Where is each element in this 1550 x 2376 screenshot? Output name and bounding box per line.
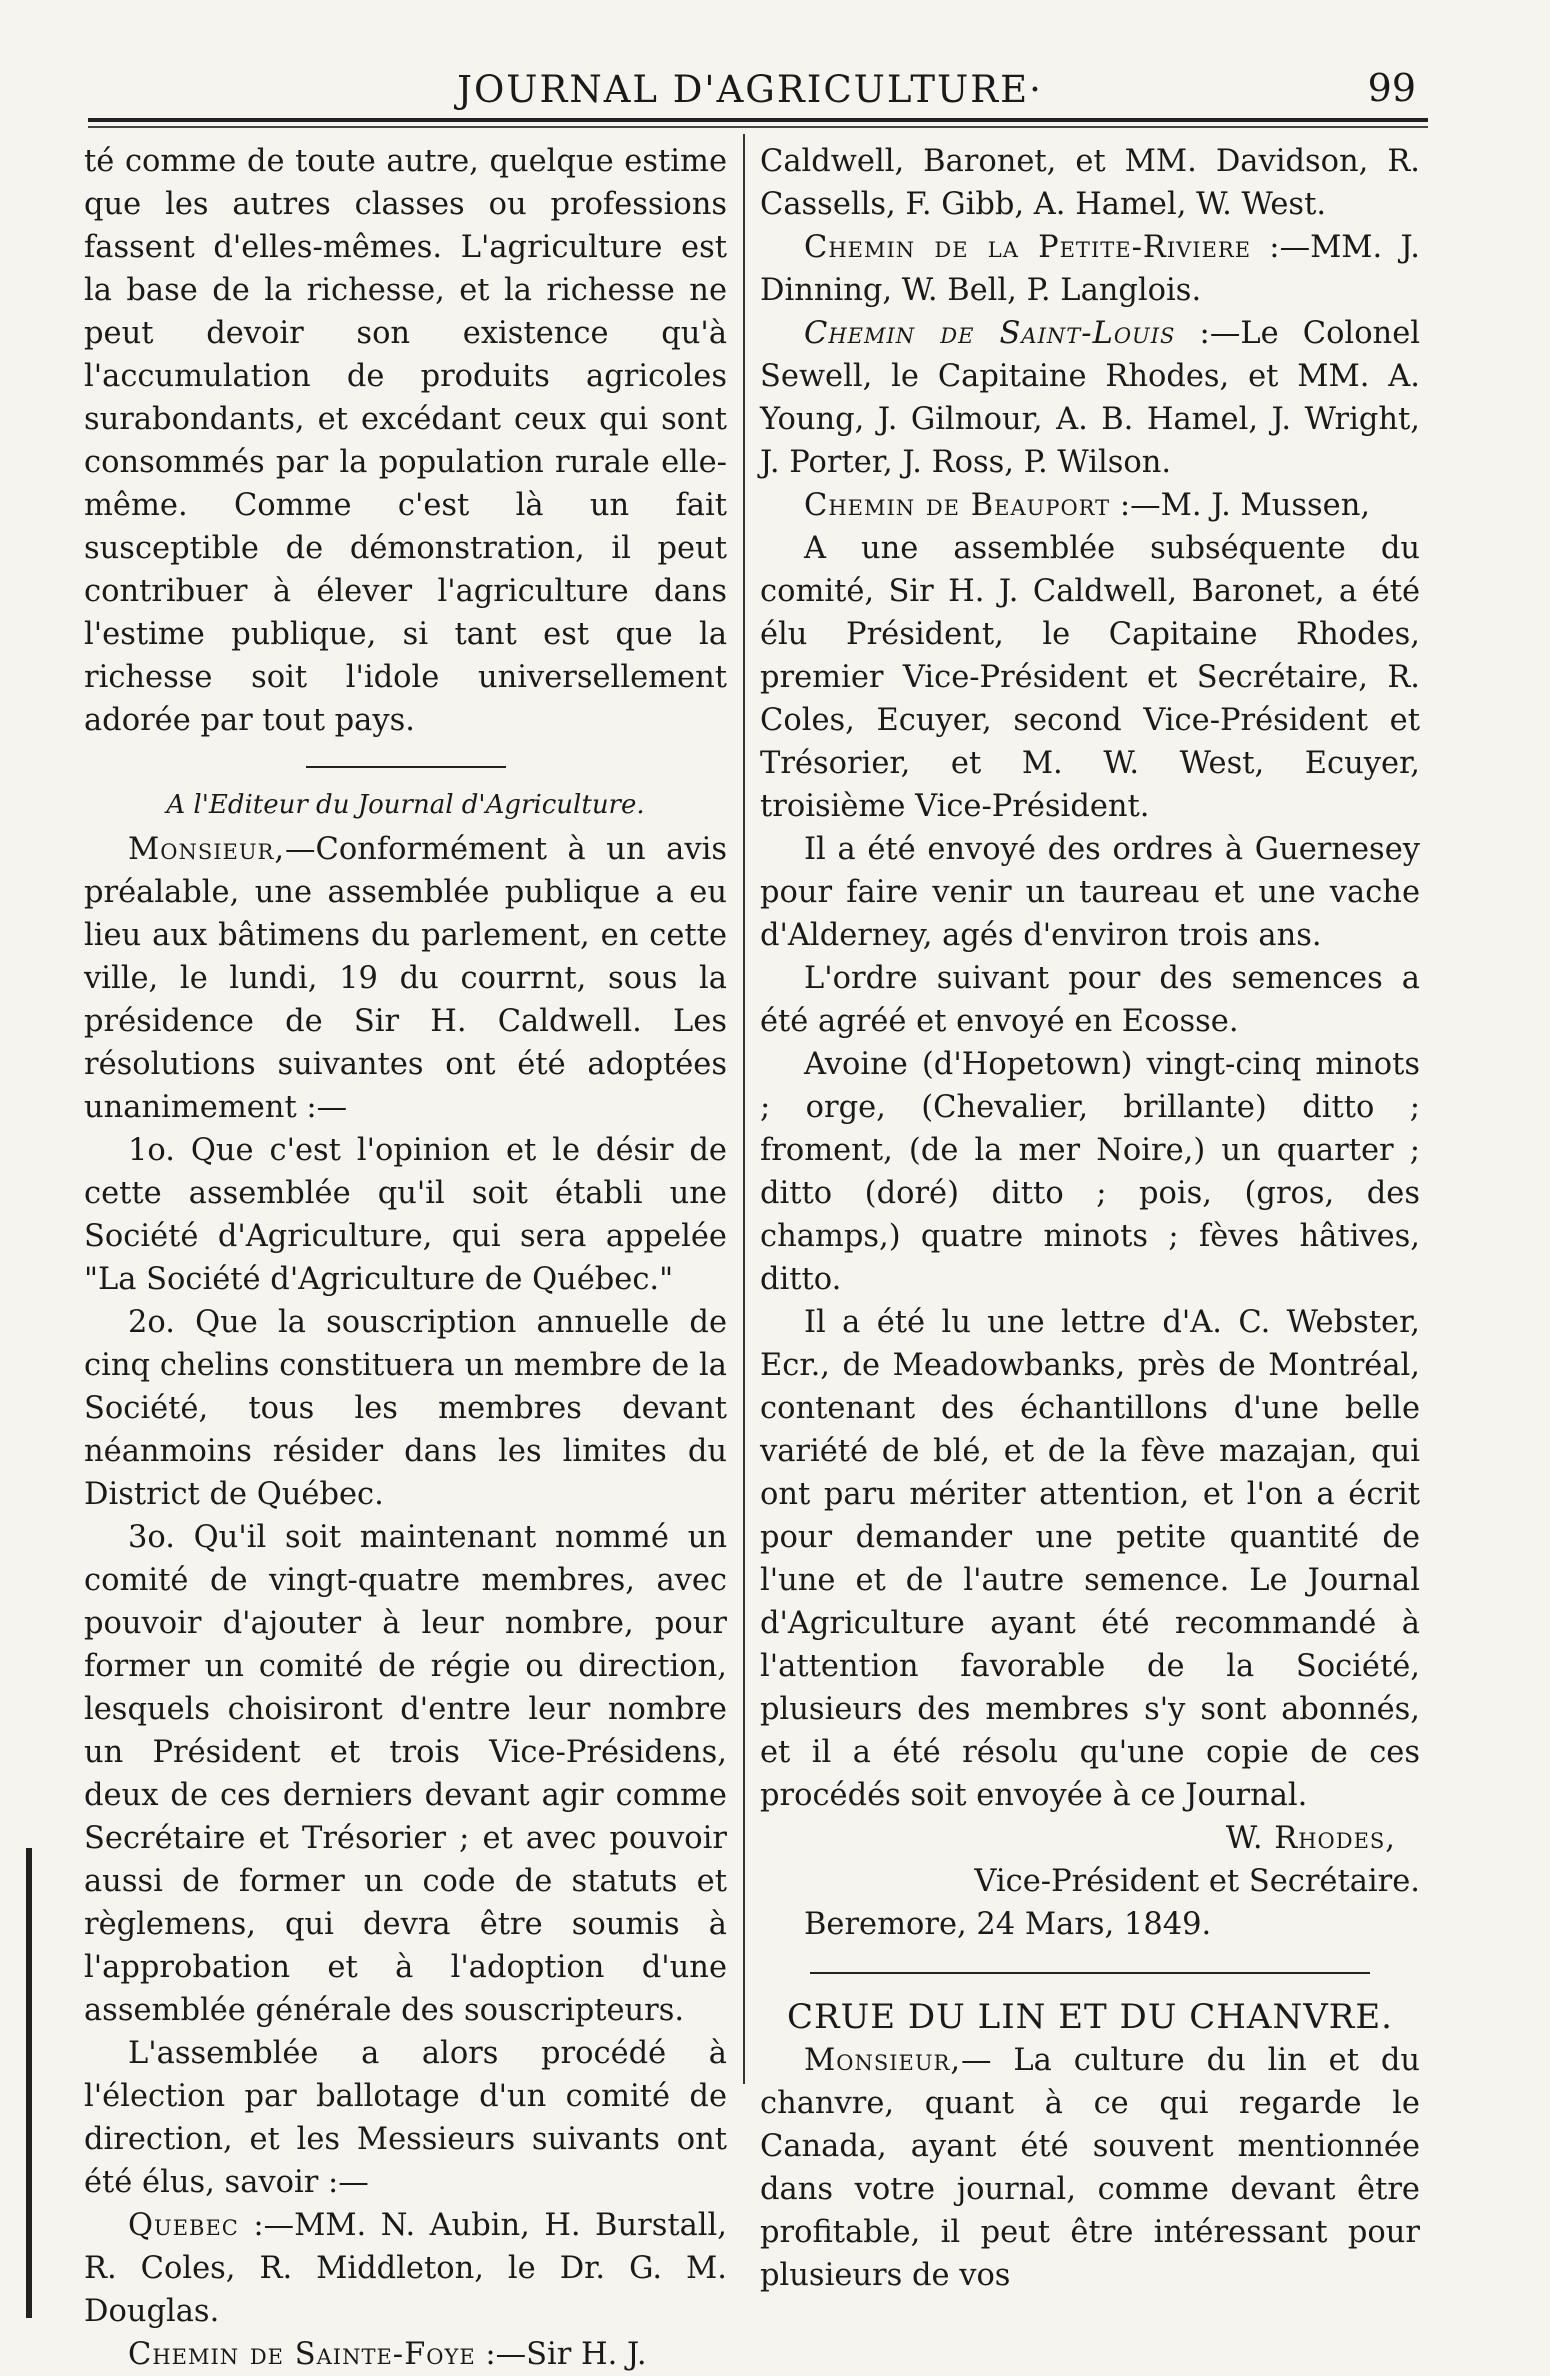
district-list-petite-riviere: [760, 226, 1420, 312]
salutation: Monsieur,: [804, 2043, 962, 2078]
journal-title: JOURNAL D'AGRICULTURE·: [457, 68, 1043, 111]
district-label: Chemin de la Petite-Riviere: [804, 230, 1252, 265]
district-list-sainte-foye: [84, 2333, 727, 2376]
dateline: Beremore, 24 Mars, 1849.: [804, 1907, 1212, 1942]
district-members: :—Sir H. J.: [475, 2337, 647, 2372]
right-column: [760, 140, 1420, 2297]
district-list-quebec: [84, 2204, 727, 2333]
paragraph: Caldwell, Baronet, et MM. Davidson, R. Cassells, F. Gibb, A. Hamel, W. West.: [760, 144, 1420, 222]
paragraph: L'assemblée a alors procédé à l'élection par ballotage d'un comité de direction, et les Messieurs suivants ont été élus, savoir :—: [84, 2036, 727, 2200]
salutation: Monsieur,: [128, 832, 286, 867]
resolution-1: 1o. Que c'est l'opinion et le désir de cette assemblée qu'il soit établi une Société d'Agriculture, qui sera appelée "La Société d'Agriculture de Québec.": [84, 1133, 727, 1297]
section-rule: [810, 1972, 1370, 1974]
paragraph: L'ordre suivant pour des semences a été agréé et envoyé en Ecosse.: [760, 961, 1420, 1039]
resolution-3: 3o. Qu'il soit maintenant nommé un comité de vingt-quatre membres, avec pouvoir d'ajouter à leur nombre, pour former un comité de régie ou direction, lesquels choisiront d'entre leur nombre un Président et trois Vice-Présidens, deux de ces derniers devant agir comme Secrétaire et Trésorier ; et avec pouvoir aussi de former un code de statuts et règlemens, qui devra être soumis à l'approbation et à l'adoption d'une assemblée générale des souscripteurs.: [84, 1520, 727, 2028]
district-label: Chemin de Beauport: [804, 488, 1111, 523]
paragraph: té comme de toute autre, quelque estime que les autres classes ou professions fassent d'elles-mêmes. L'agriculture est la base de la richesse, et la richesse ne peut devoir son existence qu'à l'accumulation de produits agricoles surabondants, et excédant ceux qui sont consommés par la population rurale elle-même. Comme c'est là un fait susceptible de démonstration, il peut contribuer à élever l'agriculture dans l'estime publique, si tant est que la richesse soit l'idole universellement adorée par tout pays.: [84, 144, 727, 738]
district-label: Chemin de Saint-Louis: [804, 316, 1176, 351]
paragraph: Il a été lu une lettre d'A. C. Webster, Ecr., de Meadowbanks, près de Montréal, contenant des échantillons d'une belle variété de blé, et de la fève mazajan, qui ont paru mériter attention, et l'on a écrit pour demander une petite quantité de l'une et de l'autre semence. Le Journal d'Agriculture ayant été recommandé à l'attention favorable de la Société, plusieurs des membres s'y sont abonnés, et il a été résolu qu'une copie de ces procédés soit envoyée à ce Journal.: [760, 1305, 1420, 1813]
header-rule: [88, 118, 1428, 122]
paragraph-text: —Conformément à un avis préalable, une assemblée publique a eu lieu aux bâtimens du parlement, en cette ville, le lundi, 19 du courrnt, sous la présidence de Sir H. Caldwell. Les résolutions suivantes ont été adoptées unanimement :—: [84, 832, 727, 1125]
signature-title: Vice-Président et Secrétaire.: [974, 1864, 1420, 1899]
district-list-beauport: [760, 484, 1420, 527]
running-header: [80, 62, 1420, 114]
district-members: :—Le Colonel Sewell, le Capitaine Rhodes, et MM. A. Young, J. Gilmour, A. B. Hamel, J. Wright, J. Porter, J. Ross, P. Wilson.: [760, 316, 1420, 480]
separator-rule: [306, 766, 506, 768]
paragraph: Il a été envoyé des ordres à Guernesey pour faire venir un taureau et une vache d'Alderney, agés d'environ trois ans.: [760, 832, 1420, 953]
paragraph-text: — La culture du lin et du chanvre, quant à ce qui regarde le Canada, ayant été souvent mentionnée dans votre journal, comme devant être profitable, il peut être intéressant pour plusieurs de vos: [760, 2043, 1420, 2293]
seed-order: Avoine (d'Hopetown) vingt-cinq minots ; orge, (Chevalier, brillante) ditto ; froment, (de la mer Noire,) un quarter ; ditto (doré) ditto ; pois, (gros, des champs,) quatre minots ; fèves hâtives, ditto.: [760, 1047, 1420, 1297]
district-label: Quebec: [128, 2208, 239, 2243]
left-column: [84, 140, 727, 2376]
district-label: Chemin de Sainte-Foye: [128, 2337, 476, 2372]
address-heading: A l'Editeur du Journal d'Agriculture.: [166, 790, 645, 820]
column-divider: [743, 134, 745, 2084]
district-members: :—MM. J. Dinning, W. Bell, P. Langlois.: [760, 230, 1420, 308]
signature: [760, 1817, 1420, 1860]
district-list-saint-louis: [760, 312, 1420, 484]
page-number: 99: [1367, 66, 1416, 110]
district-members: :—M. J. Mussen,: [1110, 488, 1371, 523]
resolution-2: 2o. Que la souscription annuelle de cinq chelins constituera un membre de la Société, tous les membres devant néanmoins résider dans les limites du District de Québec.: [84, 1305, 727, 1512]
district-members: :—MM. N. Aubin, H. Burstall, R. Coles, R. Middleton, le Dr. G. M. Douglas.: [84, 2208, 727, 2329]
margin-mark: [26, 1848, 32, 2318]
paragraph: [760, 2039, 1420, 2297]
paragraph: [84, 828, 727, 1129]
signature-name: W. Rhodes,: [1225, 1821, 1396, 1856]
header-rule-thin: [88, 126, 1428, 128]
section-title: CRUE DU LIN ET DU CHANVRE.: [787, 1997, 1393, 2037]
paragraph: A une assemblée subséquente du comité, Sir H. J. Caldwell, Baronet, a été élu Président, le Capitaine Rhodes, premier Vice-Président et Secrétaire, R. Coles, Ecuyer, second Vice-Président et Trésorier, et M. W. West, Ecuyer, troisième Vice-Président.: [760, 531, 1420, 824]
